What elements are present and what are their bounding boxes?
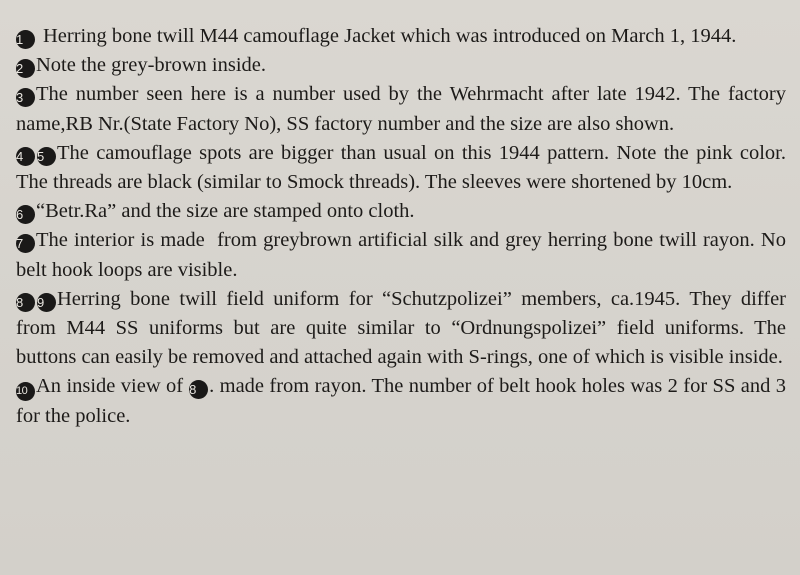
caption-text-3: The number seen here is a number used by the Wehrmacht after late 1942. The factory name,RB Nr.(State Factory No), SS factory number and the size are also shown. bbox=[16, 83, 786, 135]
number-marker-10: 10 bbox=[16, 382, 35, 401]
inline-number-marker-8: 8 bbox=[189, 380, 208, 399]
number-marker-9: 9 bbox=[37, 293, 56, 312]
caption-text-8-9: Herring bone twill field uniform for “Schutzpolizei” members, ca.1945. They differ from M44 SS uniforms but are quite similar to “Ordnungspolizei” field uniforms. The buttons can easily be removed and attached again with S-rings, one of which is visible inside. bbox=[16, 287, 786, 369]
number-marker-1: 1 bbox=[16, 30, 35, 49]
caption-text-7: The interior is made from greybrown artificial silk and grey herring bone twill rayon. No belt hook loops are visible. bbox=[16, 229, 792, 281]
caption-entry-1 bbox=[16, 22, 786, 51]
number-marker-6: 6 bbox=[16, 205, 35, 224]
number-marker-5: 5 bbox=[37, 147, 56, 166]
caption-entry-2 bbox=[16, 51, 786, 80]
caption-entry-8-9 bbox=[16, 285, 786, 373]
number-marker-7: 7 bbox=[16, 234, 35, 253]
number-marker-2: 2 bbox=[16, 59, 35, 78]
caption-text-10-before: An inside view of bbox=[36, 375, 184, 398]
caption-entry-4-5 bbox=[16, 139, 786, 197]
caption-entry-6 bbox=[16, 197, 786, 226]
caption-entry-7 bbox=[16, 226, 792, 284]
caption-entry-3 bbox=[16, 80, 786, 138]
caption-text-4-5: The camouflage spots are bigger than usual on this 1944 pattern. Note the pink color. The threads are black (similar to Smock threads). The sleeves were shortened by 10cm. bbox=[16, 141, 786, 194]
caption-entry-10 bbox=[16, 372, 786, 430]
number-marker-8: 8 bbox=[16, 293, 35, 312]
number-marker-3: 3 bbox=[16, 88, 35, 107]
caption-text-6: “Betr.Ra” and the size are stamped onto cloth. bbox=[36, 200, 415, 223]
caption-text-10-after: . made from rayon. The number of belt hook holes was 2 for SS and 3 for the police. bbox=[16, 375, 786, 427]
number-marker-4: 4 bbox=[16, 147, 35, 166]
caption-text-2: Note the grey-brown inside. bbox=[36, 54, 266, 77]
caption-text-1: Herring bone twill M44 camouflage Jacket which was introduced on March 1, 1944. bbox=[43, 25, 737, 47]
